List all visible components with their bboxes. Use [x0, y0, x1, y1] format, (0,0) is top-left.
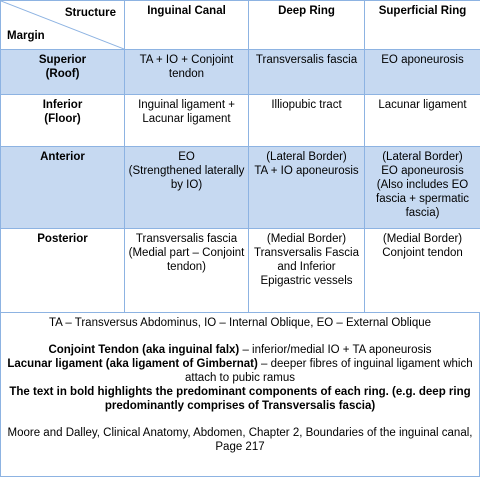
- notes-section: [0, 313, 480, 477]
- cell-text: EO aponeurosis: [368, 164, 477, 178]
- deep-ring-cell: [249, 229, 365, 313]
- margin-cell: [1, 95, 125, 147]
- superficial-ring-cell: [365, 50, 480, 95]
- corner-header-cell: [1, 1, 125, 50]
- conjoint-tendon-note: [5, 343, 475, 357]
- margin-cell: [1, 147, 125, 229]
- border-label: (Medial Border): [368, 232, 477, 246]
- inguinal-canal-cell: [125, 147, 249, 229]
- corner-margin-label: Margin: [7, 29, 45, 43]
- cell-text: Inguinal ligament + Lacunar ligament: [128, 98, 245, 126]
- table-row-posterior: [1, 229, 480, 313]
- superficial-ring-cell: [365, 147, 480, 229]
- conjoint-tendon-term: Conjoint Tendon (aka inguinal falx): [48, 344, 239, 356]
- border-label: (Medial Border): [252, 232, 361, 246]
- cell-text: EO: [128, 150, 245, 164]
- margin-sublabel: (Roof): [4, 67, 121, 81]
- table-row-anterior: [1, 147, 480, 229]
- inguinal-canal-cell: [125, 50, 249, 95]
- margin-cell: [1, 229, 125, 313]
- margin-label: Posterior: [4, 232, 121, 246]
- margin-label: Superior: [4, 53, 121, 67]
- corner-structure-label: Structure: [65, 6, 116, 20]
- cell-note: (Also includes EO fascia + spermatic fascia): [368, 178, 477, 220]
- abbreviations-note: TA – Transversus Abdominus, IO – Internal Oblique, EO – External Oblique: [5, 316, 475, 330]
- margin-sublabel: (Floor): [4, 112, 121, 126]
- cell-text: Lacunar ligament: [368, 98, 477, 112]
- border-label: (Lateral Border): [368, 150, 477, 164]
- margin-cell: [1, 50, 125, 95]
- cell-text: TA + IO aponeurosis: [252, 164, 361, 178]
- column-header-inguinal-canal: Inguinal Canal: [125, 1, 249, 50]
- column-header-deep-ring: Deep Ring: [249, 1, 365, 50]
- superficial-ring-cell: [365, 95, 480, 147]
- inguinal-canal-cell: [125, 95, 249, 147]
- bold-explanation-text: The text in bold highlights the predominant components of each ring. (e.g. deep ring predominantly comprises of Transversalis fascia): [9, 386, 470, 412]
- deep-ring-cell: [249, 147, 365, 229]
- lacunar-ligament-term: Lacunar ligament (aka ligament of Gimbernat): [7, 358, 258, 370]
- cell-text: Illiopubic tract: [252, 98, 361, 112]
- superficial-ring-cell: [365, 229, 480, 313]
- bold-explanation-note: [5, 385, 475, 413]
- margin-label: Inferior: [4, 98, 121, 112]
- cell-text: EO aponeurosis: [368, 53, 477, 67]
- cell-text: Transversalis fascia: [128, 232, 245, 246]
- margin-label: Anterior: [4, 150, 121, 164]
- border-label: (Lateral Border): [252, 150, 361, 164]
- reference-citation: Moore and Dalley, Clinical Anatomy, Abdomen, Chapter 2, Boundaries of the inguinal canal, Page 217: [5, 426, 475, 454]
- deep-ring-cell: [249, 50, 365, 95]
- deep-ring-cell: [249, 95, 365, 147]
- table-row-inferior: [1, 95, 480, 147]
- inguinal-canal-cell: [125, 229, 249, 313]
- cell-text: Transversalis Fascia and Inferior Epigastric vessels: [252, 246, 361, 288]
- cell-text: Conjoint tendon: [368, 246, 477, 260]
- column-header-superficial-ring: Superficial Ring: [365, 1, 480, 50]
- cell-text: Transversalis fascia: [252, 53, 361, 67]
- conjoint-tendon-definition: – inferior/medial IO + TA aponeurosis: [239, 344, 431, 356]
- cell-note: (Medial part – Conjoint tendon): [128, 246, 245, 274]
- table-row-superior: [1, 50, 480, 95]
- lacunar-ligament-definition: – deeper fibres of inguinal ligament which attach to pubic ramus: [185, 358, 473, 384]
- cell-note: (Strengthened laterally by IO): [128, 164, 245, 192]
- lacunar-ligament-note: [5, 357, 475, 385]
- header-row: [1, 1, 480, 50]
- cell-text: TA + IO + Conjoint tendon: [128, 53, 245, 81]
